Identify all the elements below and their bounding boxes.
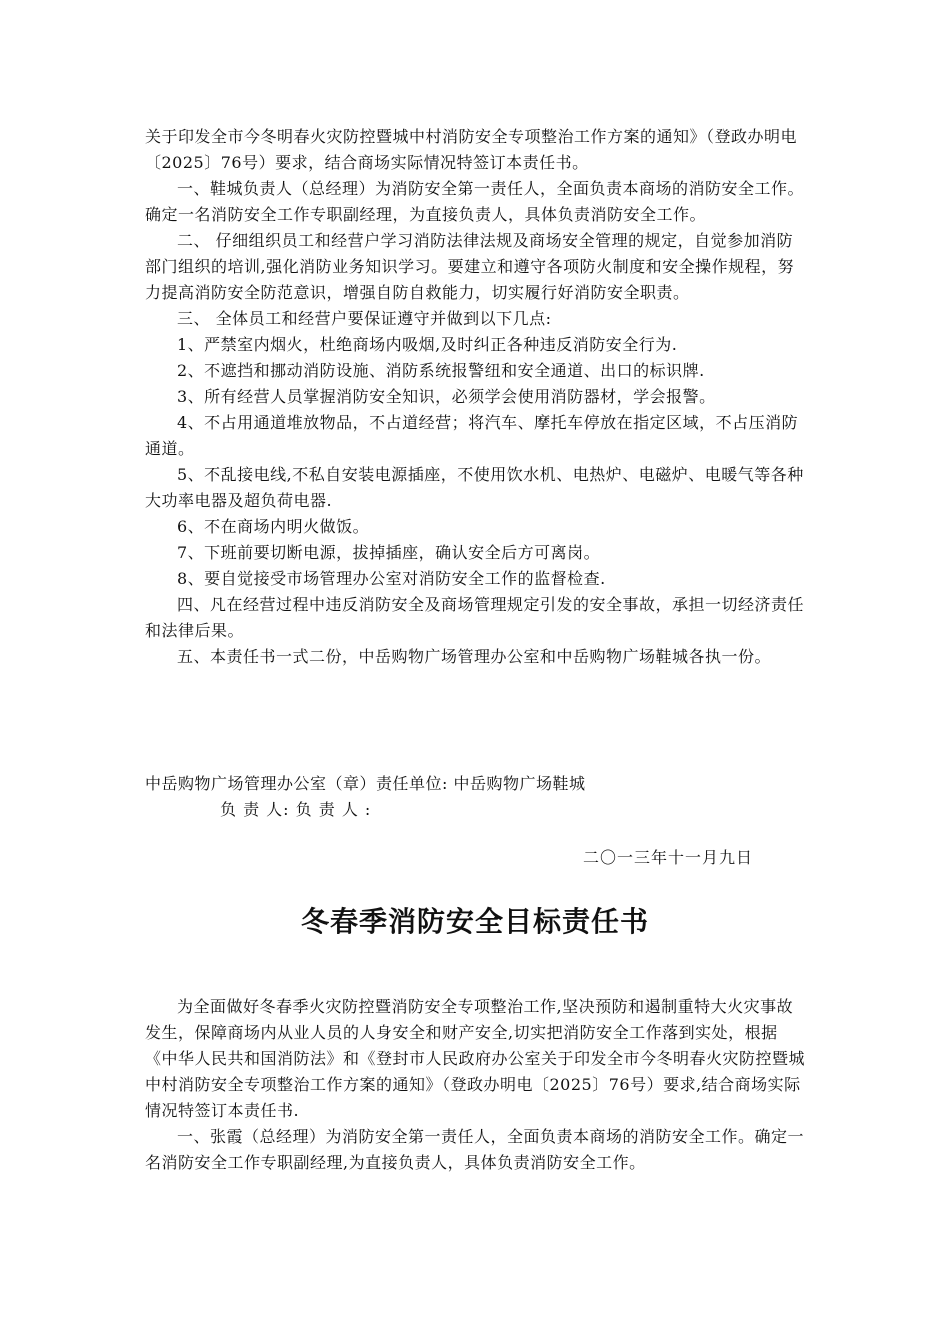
responsible-person-line: 负 责 人: 负 责 人 : (220, 800, 372, 819)
paragraph-clause-1: 一、张霞（总经理）为消防安全第一责任人，全面负责本商场的消防安全工作。确定一名消防安全工作专职副经理,为直接负责人，具体负责消防安全工作。 (145, 1127, 805, 1172)
list-item-rule-3: 3、所有经营人员掌握消防安全知识，必须学会使用消防器材，学会报警。 (177, 387, 716, 406)
paragraph-clause-2: 二、 仔细组织员工和经营户学习消防法律法规及商场安全管理的规定，自觉参加消防部门组织的培训,强化消防业务知识学习。要建立和遵守各项防火制度和安全操作规程，努力提高消防安全防范意识，增强自防自救能力，切实履行好消防安全职责。 (145, 231, 795, 302)
list-item-rule-8: 8、要自觉接受市场管理办公室对消防安全工作的监督检查. (177, 569, 606, 588)
list-item-rule-2: 2、不遮挡和挪动消防设施、消防系统报警纽和安全通道、出口的标识牌. (177, 361, 705, 380)
paragraph-clause-3: 三、 全体员工和经营户要保证遵守并做到以下几点: (177, 309, 552, 328)
document-title: 冬春季消防安全目标责任书 (300, 905, 649, 938)
list-item-rule-5: 5、不乱接电线,不私自安装电源插座，不使用饮水机、电热炉、电磁炉、电暖气等各种大功率电器及超负荷电器. (145, 465, 804, 510)
second-letter-body (145, 994, 805, 1176)
paragraph-preamble: 为全面做好冬春季火灾防控暨消防安全专项整治工作,坚决预防和遏制重特大火灾事故发生，保障商场内从业人员的人身安全和财产安全,切实把消防安全工作落到实处，根据《中华人民共和国消防法》和《登封市人民政府办公室关于印发全市今冬明春火灾防控暨城中村消防安全专项整治工作方案的通知》（登政办明电〔2025〕76号）要求,结合商场实际情况特签订本责任书. (145, 997, 806, 1120)
list-item-rule-6: 6、不在商场内明火做饭。 (177, 517, 370, 536)
list-item-rule-4: 4、不占用通道堆放物品，不占道经营；将汽车、摩托车停放在指定区域，不占压消防通道。 (145, 413, 799, 458)
paragraph-clause-4: 四、凡在经营过程中违反消防安全及商场管理规定引发的安全事故，承担一切经济责任和法律后果。 (145, 595, 805, 640)
paragraph-clause-5: 五、本责任书一式二份，中岳购物广场管理办公室和中岳购物广场鞋城各执一份。 (177, 647, 772, 666)
responsibility-letter-body (145, 124, 805, 670)
signature-line: 中岳购物广场管理办公室（章）责任单位: 中岳购物广场鞋城 (145, 774, 586, 793)
paragraph-intro-continuation: 关于印发全市今冬明春火灾防控暨城中村消防安全专项整治工作方案的通知》（登政办明电〔2025〕76号）要求，结合商场实际情况特签订本责任书。 (145, 127, 798, 172)
list-item-rule-1: 1、严禁室内烟火，杜绝商场内吸烟,及时纠正各种违反消防安全行为. (177, 335, 678, 354)
paragraph-clause-1: 一、鞋城负责人（总经理）为消防安全第一责任人，全面负责本商场的消防安全工作。确定一名消防安全工作专职副经理，为直接负责人，具体负责消防安全工作。 (145, 179, 805, 224)
list-item-rule-7: 7、下班前要切断电源，拔掉插座，确认安全后方可离岗。 (177, 543, 601, 562)
signing-date: 二〇一三年十一月九日 (583, 848, 754, 867)
